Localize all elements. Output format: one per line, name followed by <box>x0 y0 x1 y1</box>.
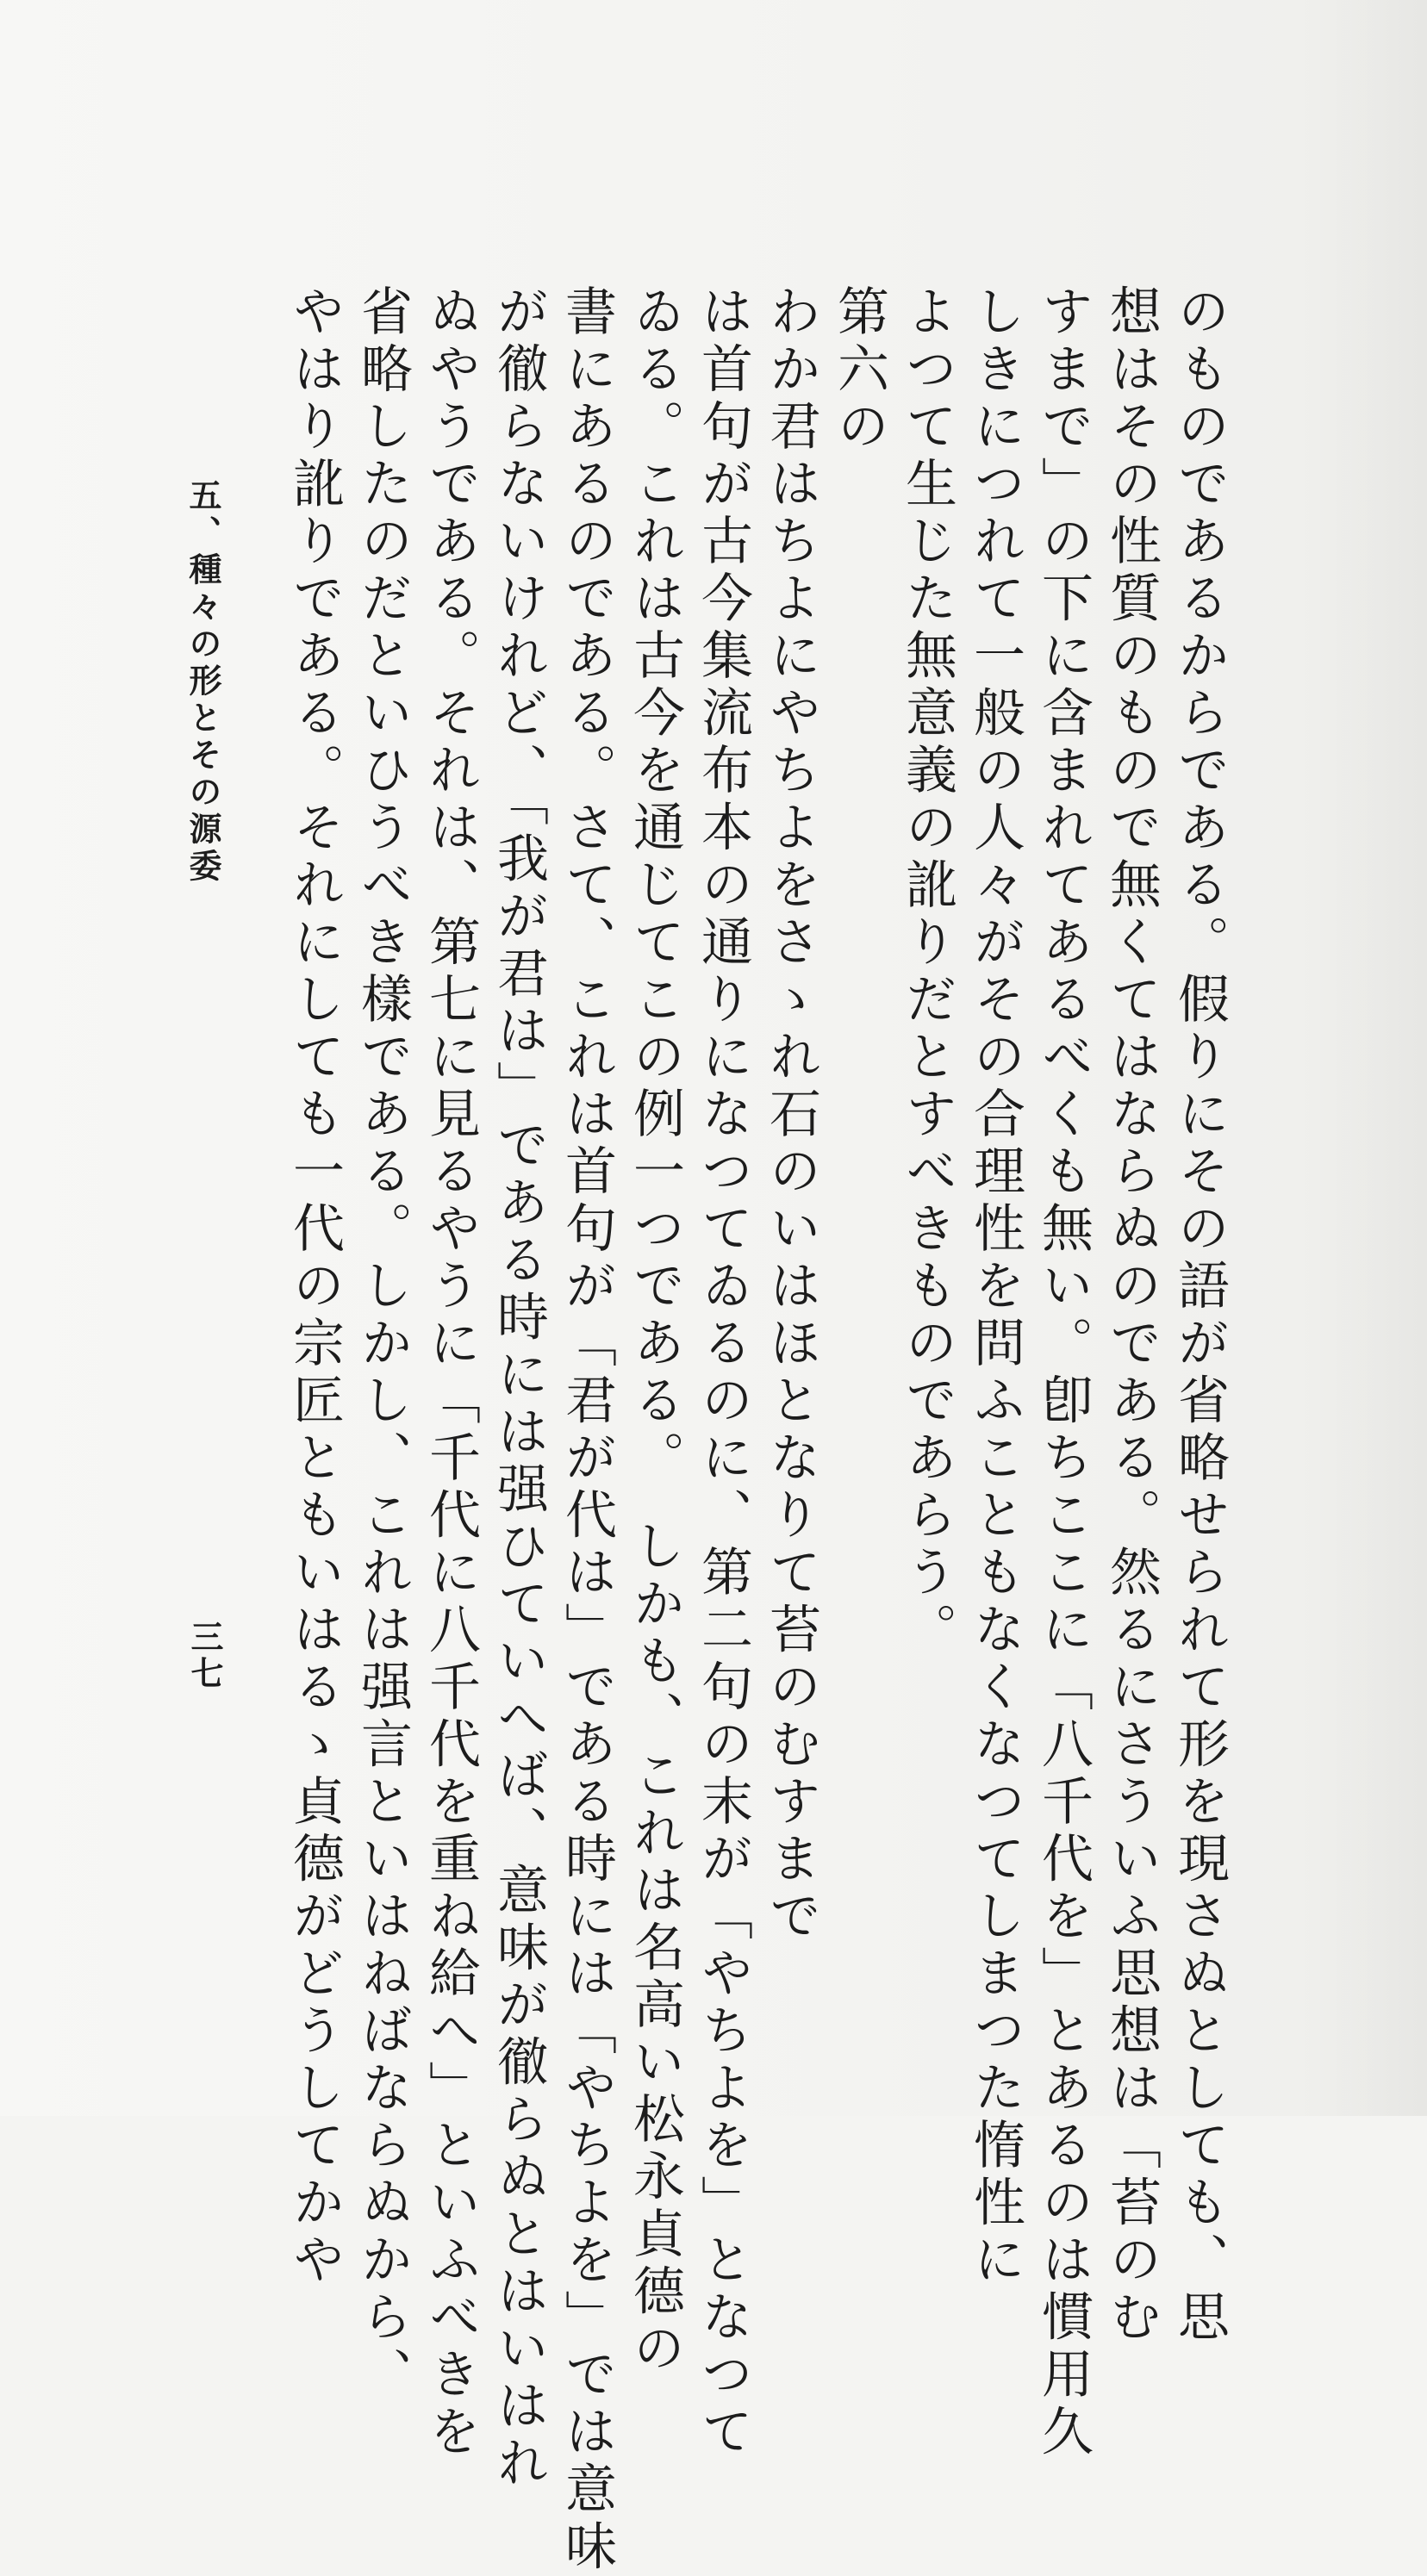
body-line: が徹らないけれど、「我が君は」である時には强ひていへば、意味が徹らぬとはいはれ <box>489 284 549 2493</box>
body-line: ぬやうである。それは、第七に見るやうに「千代に八千代を重ね給へ」といふべきを <box>421 284 481 2461</box>
body-line: 書にあるのである。さて、これは首句が「君が代は」である時には「やちよを」では意味 <box>557 284 617 2576</box>
body-line: よつて生じた無意義の訛りだとすべきものであらう。 <box>897 284 957 1659</box>
body-line: 想はその性質のもので無くてはならぬのである。然るにさういふ思想は「苔のむ <box>1101 284 1162 2347</box>
body-line: やはり訛りである。それにしても一代の宗匠ともいはるゝ貞德がどうしてかや <box>284 284 345 2290</box>
body-text <box>280 284 1233 2576</box>
body-line: すまで」の下に含まれてあるべくも無い。卽ちここに「八千代を」とあるのは慣用久 <box>1033 284 1094 2461</box>
body-line: 第六の <box>829 284 889 457</box>
page-edge-shadow <box>1298 0 1427 2116</box>
body-line: は首句が古今集流布本の通りになつてゐるのに、第二句の末が「やちよを」となつて <box>693 284 753 2461</box>
running-head: 五、種々の形とその源委 <box>184 478 222 886</box>
quoted-poem-line: わか君はちよにやちよをさゝれ石のいはほとなりて苔のむすまで <box>761 284 821 1946</box>
body-line: しきにつれて一般の人々がその合理性を問ふこともなくなつてしまつた惰性に <box>965 284 1025 2290</box>
body-line: 省略したのだといひうべき樣である。しかし、これは强言といはねばならぬから、 <box>352 284 413 2405</box>
body-line: のものであるからである。假りにその語が省略せられて形を現さぬとしても、思 <box>1169 284 1230 2347</box>
page-number: 三七 <box>185 1620 224 1692</box>
body-line: ゐる。これは古今を通じてこの例一つである。 しかも、これは名高い松永貞德の <box>625 284 685 2379</box>
